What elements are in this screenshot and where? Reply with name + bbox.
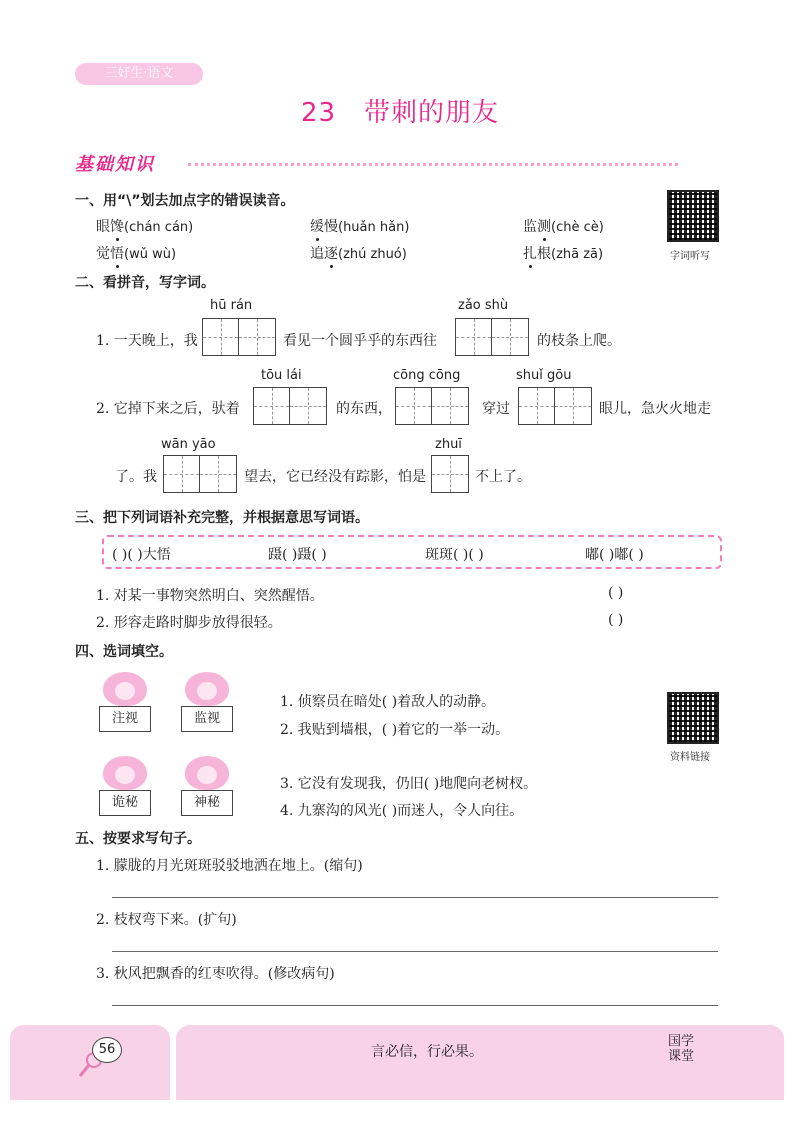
s3-q1-answer[interactable]: ( ) bbox=[608, 585, 624, 601]
sheep-icon bbox=[103, 756, 147, 790]
sheep-card-4 bbox=[180, 756, 234, 816]
sheep-card-2 bbox=[180, 672, 234, 732]
s4-q3: 3. 它没有发现我，仍旧( )地爬向老树杈。 bbox=[280, 776, 538, 792]
write-grid-zhui[interactable] bbox=[431, 455, 469, 493]
answer-line-3[interactable] bbox=[112, 1005, 718, 1006]
s2-text-2d: 眼儿，急火火地走 bbox=[599, 401, 711, 417]
footer-brand-line-1: 国学 bbox=[668, 1034, 695, 1049]
qr-caption-resources: 资料链接 bbox=[670, 752, 710, 763]
qr-code-dictation[interactable] bbox=[667, 190, 719, 242]
s1-item-3: 监测(chè cè) bbox=[523, 216, 604, 236]
s5-q3: 3. 秋风把飘香的红枣吹得。(修改病句) bbox=[96, 966, 335, 982]
idiom-3: 斑斑( )( ) bbox=[425, 547, 484, 563]
footer-brand bbox=[668, 1034, 694, 1064]
s2-text-3c: 不上了。 bbox=[475, 469, 531, 485]
series-tag: 三好生·语文 bbox=[75, 63, 203, 85]
section-5-heading: 五、按要求写句子。 bbox=[75, 831, 201, 847]
idiom-2: 蹑( )蹑( ) bbox=[268, 547, 327, 563]
write-grid-zao-shu[interactable] bbox=[455, 318, 529, 356]
sheep-icon bbox=[185, 756, 229, 790]
idiom-4: 嘟( )嘟( ) bbox=[585, 547, 644, 563]
sheep-icon bbox=[103, 672, 147, 706]
section-1-heading: 一、用“\”划去加点字的错误读音。 bbox=[75, 193, 295, 209]
answer-line-2[interactable] bbox=[112, 951, 718, 952]
s2-text-1c: 的枝条上爬。 bbox=[537, 333, 621, 349]
sheep-icon bbox=[185, 672, 229, 706]
pinyin-zao-shu: zǎo shù bbox=[458, 298, 509, 313]
section-3-heading: 三、把下列词语补充完整，并根据意思写词语。 bbox=[75, 510, 369, 526]
idiom-1: ( )( )大悟 bbox=[112, 547, 171, 563]
pinyin-cong-cong: cōng cōng bbox=[393, 368, 461, 383]
word-card-guimi: 诡秘 bbox=[99, 790, 151, 816]
s2-text-2c: 穿过 bbox=[482, 401, 510, 417]
s2-text-1b: 看见一个圆乎乎的东西往 bbox=[283, 333, 437, 349]
footer-brand-line-2: 课堂 bbox=[668, 1049, 695, 1064]
write-grid-tou-lai[interactable] bbox=[253, 387, 327, 425]
pinyin-hu-ran: hū rán bbox=[210, 298, 253, 313]
s2-text-2a: 2. 它掉下来之后，驮着 bbox=[96, 401, 240, 417]
s4-q4: 4. 九寨沟的风光( )而迷人，令人向往。 bbox=[280, 803, 524, 819]
sheep-card-1 bbox=[98, 672, 152, 732]
pinyin-tou-lai: tōu lái bbox=[261, 368, 302, 383]
write-grid-wan-yao[interactable] bbox=[163, 455, 237, 493]
s2-text-2b: 的东西， bbox=[336, 401, 392, 417]
pinyin-zhui: zhuī bbox=[435, 437, 462, 452]
s1-item-1: 眼馋(chán cán) bbox=[96, 216, 193, 236]
s3-q2: 2. 形容走路时脚步放得很轻。 bbox=[96, 615, 282, 631]
s3-q2-answer[interactable]: ( ) bbox=[608, 612, 624, 628]
qr-code-resources[interactable] bbox=[667, 692, 719, 744]
word-card-zhushi: 注视 bbox=[99, 706, 151, 732]
write-grid-hu-ran[interactable] bbox=[202, 318, 276, 356]
s4-q2: 2. 我贴到墙根，( )着它的一举一动。 bbox=[280, 722, 510, 738]
s5-q1: 1. 朦胧的月光斑斑驳驳地洒在地上。(缩句) bbox=[96, 858, 363, 874]
s2-text-1a: 1. 一天晚上，我 bbox=[96, 333, 198, 349]
s3-q1: 1. 对某一事物突然明白、突然醒悟。 bbox=[96, 588, 324, 604]
answer-line-1[interactable] bbox=[112, 897, 718, 898]
pinyin-wan-yao: wān yāo bbox=[161, 437, 216, 452]
sheep-card-3 bbox=[98, 756, 152, 816]
s1-item-4: 觉悟(wǔ wù) bbox=[96, 243, 176, 263]
section-banner: 基础知识 bbox=[75, 154, 155, 175]
lesson-name: 带刺的朋友 bbox=[364, 98, 500, 128]
s2-text-3b: 望去，它已经没有踪影，怕是 bbox=[244, 469, 426, 485]
lesson-title bbox=[0, 92, 800, 129]
s4-q1: 1. 侦察员在暗处( )着敌人的动静。 bbox=[280, 694, 496, 710]
s5-q2: 2. 枝杈弯下来。(扩句) bbox=[96, 912, 237, 928]
word-card-jianshi: 监视 bbox=[181, 706, 233, 732]
write-grid-shui-gou[interactable] bbox=[518, 387, 592, 425]
write-grid-cong-cong[interactable] bbox=[395, 387, 469, 425]
section-2-heading: 二、看拼音，写字词。 bbox=[75, 275, 215, 291]
s1-item-5: 追逐(zhú zhuó) bbox=[310, 243, 407, 263]
s1-item-6: 扎根(zhā zā) bbox=[523, 243, 603, 263]
banner-divider bbox=[188, 163, 678, 166]
s2-text-3a: 了。我 bbox=[115, 469, 157, 485]
pinyin-shui-gou: shuǐ gōu bbox=[516, 368, 572, 383]
footer-motto: 言必信，行必果。 bbox=[371, 1044, 483, 1060]
section-4-heading: 四、选词填空。 bbox=[75, 644, 173, 660]
page-number: 56 bbox=[92, 1037, 122, 1063]
lesson-number: 23 bbox=[300, 98, 337, 128]
s1-item-2: 缓慢(huǎn hǎn) bbox=[310, 216, 409, 236]
qr-caption-dictation: 字词听写 bbox=[670, 251, 710, 262]
word-card-shenmi: 神秘 bbox=[181, 790, 233, 816]
